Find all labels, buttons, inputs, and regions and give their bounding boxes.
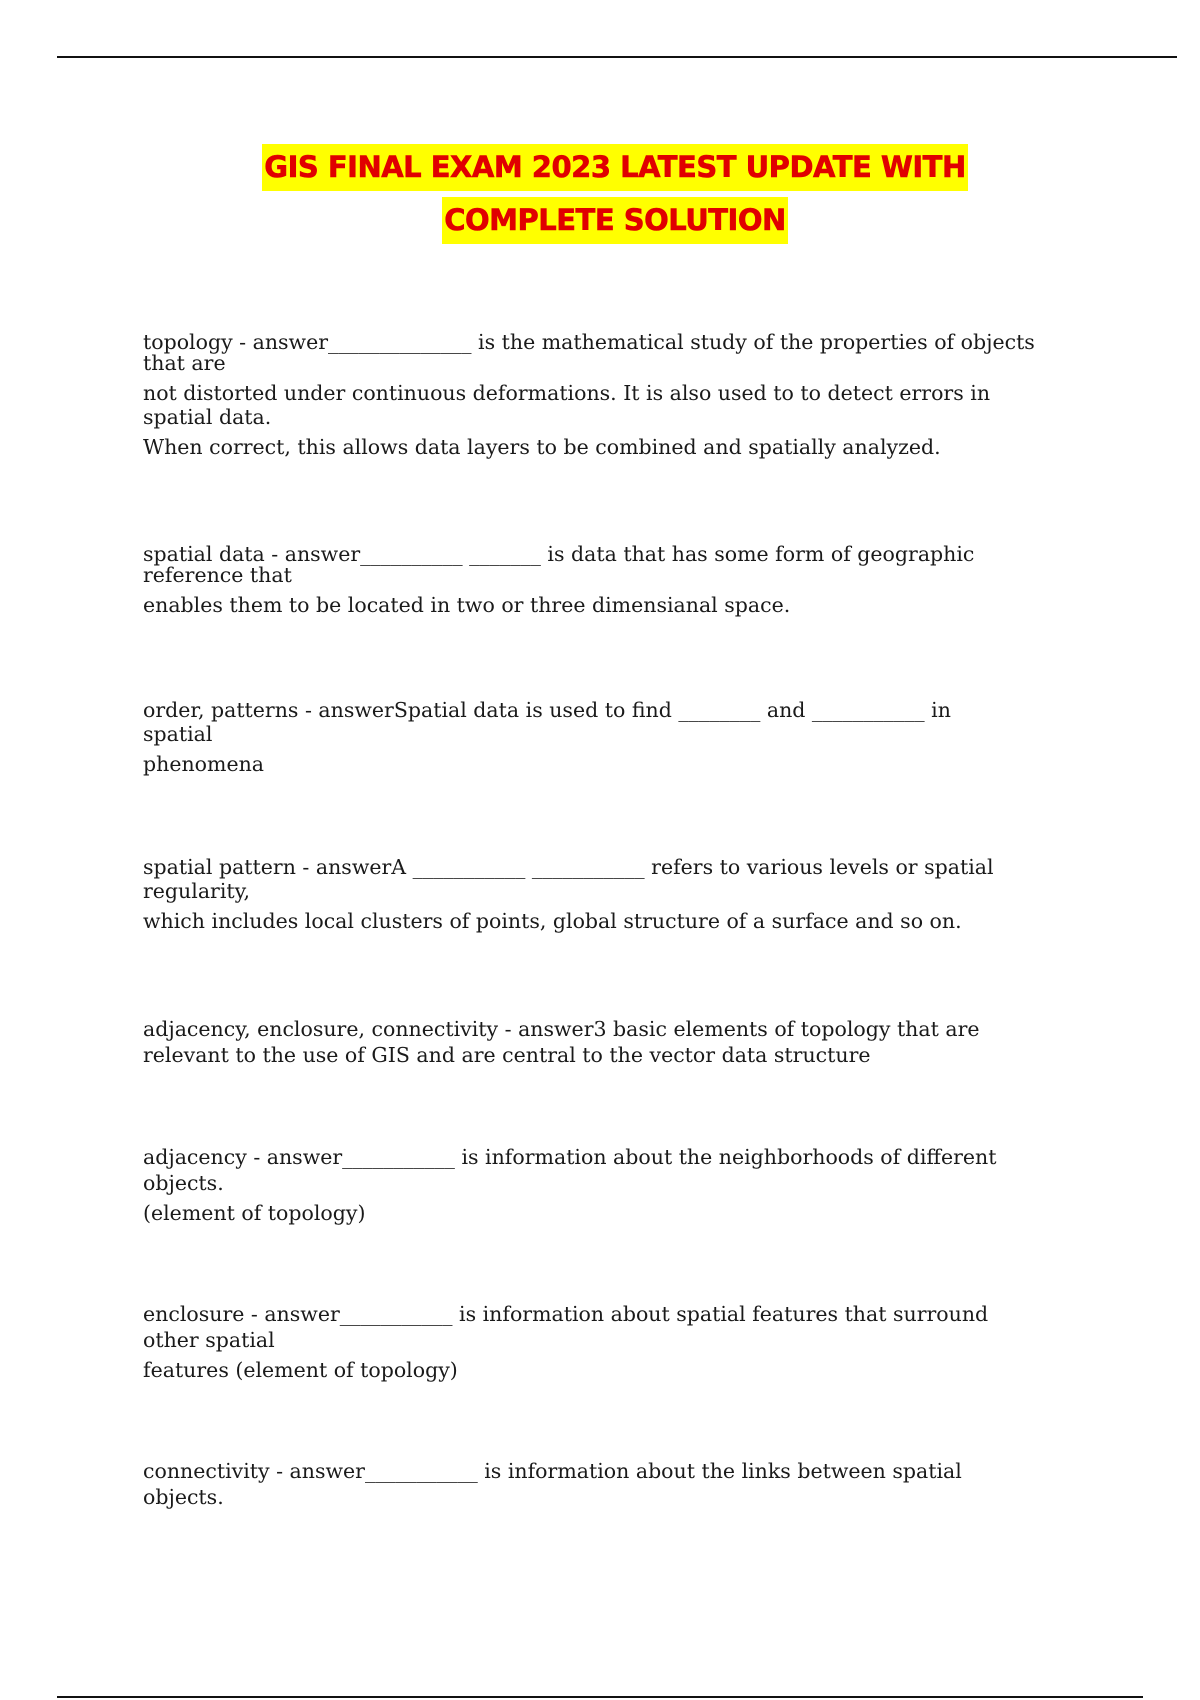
- footer-rule: [57, 1696, 1143, 1698]
- title-line-1: GIS FINAL EXAM 2023 LATEST UPDATE WITH: [262, 144, 967, 191]
- entry-line: not distorted under continuous deformations. It is also used to to detect errors in: [143, 381, 991, 405]
- entry-line: order, patterns - answerSpatial data is used to find ________ and ___________ in: [143, 698, 951, 722]
- entry-line: When correct, this allows data layers to be combined and spatially analyzed.: [143, 435, 941, 459]
- entry-line: that are: [143, 351, 226, 375]
- entry-line: connectivity - answer___________ is information about the links between spatial: [143, 1459, 962, 1483]
- entry-line: regularity,: [143, 879, 251, 903]
- entry-line: enclosure - answer___________ is information about spatial features that surround: [143, 1302, 989, 1326]
- entry-line: (element of topology): [143, 1201, 366, 1225]
- entry-line: topology - answer______________ is the mathematical study of the properties of objects: [143, 330, 1035, 354]
- entry-line: spatial: [143, 722, 213, 746]
- entry-line: relevant to the use of GIS and are central to the vector data structure: [143, 1043, 871, 1067]
- qa-entry-connectivity: [143, 1459, 1083, 1510]
- qa-entry-topology-elements: [143, 1017, 1083, 1068]
- qa-entry-spatial-data: [143, 542, 1083, 618]
- entry-line: spatial pattern - answerA ___________ ___________ refers to various levels or spatial: [143, 855, 994, 879]
- entry-line: spatial data - answer__________ _______ is data that has some form of geographic: [143, 542, 975, 566]
- qa-entry-spatial-pattern: [143, 855, 1083, 934]
- entry-line: objects.: [143, 1485, 224, 1509]
- header-rule: [57, 56, 1177, 58]
- title-line-2: COMPLETE SOLUTION: [442, 197, 788, 244]
- entry-line: objects.: [143, 1171, 224, 1195]
- entry-line: spatial data.: [143, 405, 272, 429]
- entry-line: features (element of topology): [143, 1358, 458, 1382]
- entry-line: enables them to be located in two or three dimensianal space.: [143, 593, 791, 617]
- entry-line: other spatial: [143, 1328, 275, 1352]
- qa-entry-enclosure: [143, 1302, 1083, 1383]
- document-title: [0, 144, 1200, 244]
- entry-line: phenomena: [143, 752, 264, 776]
- entry-line: reference that: [143, 563, 292, 587]
- entry-line: which includes local clusters of points, global structure of a surface and so on.: [143, 909, 962, 933]
- entry-line: adjacency, enclosure, connectivity - answer3 basic elements of topology that are: [143, 1017, 980, 1041]
- entry-line: adjacency - answer___________ is information about the neighborhoods of different: [143, 1145, 997, 1169]
- qa-entry-adjacency: [143, 1145, 1083, 1226]
- qa-entry-order-patterns: [143, 698, 1083, 777]
- qa-entry-topology: [143, 330, 1083, 460]
